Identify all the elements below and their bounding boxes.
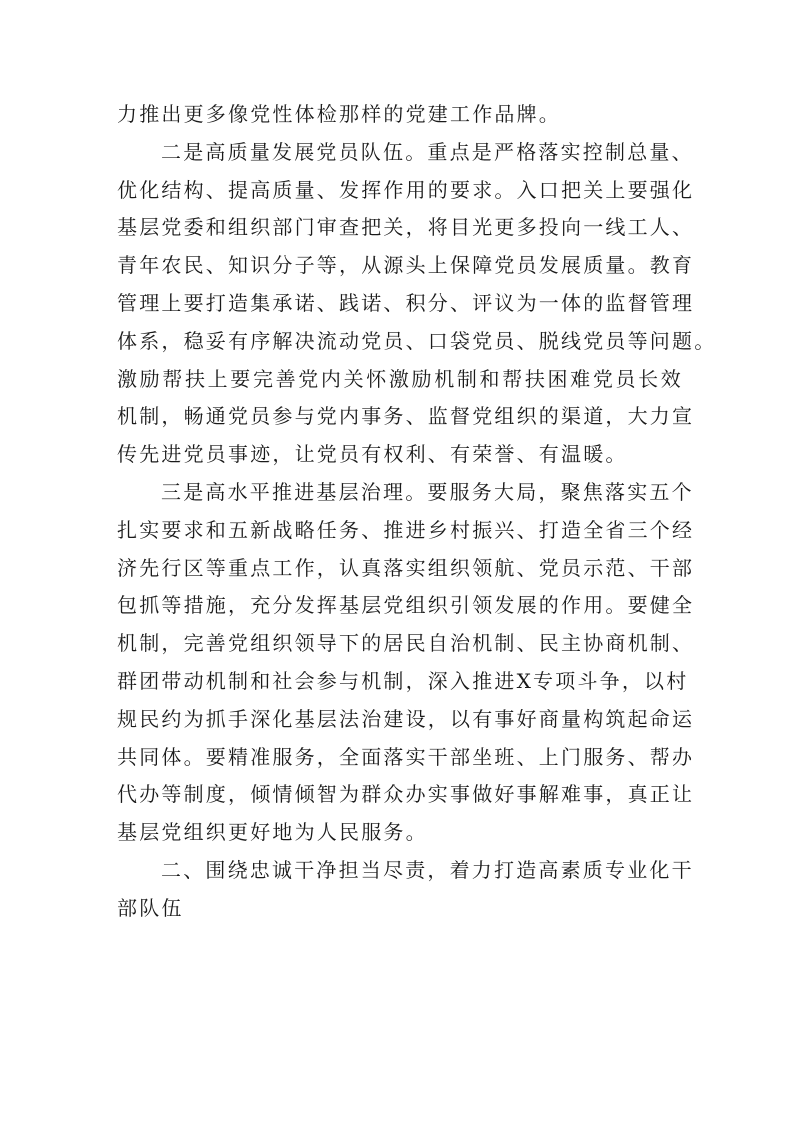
paragraph-line: 基层党组织更好地为人民服务。 [117,820,428,845]
paragraph-line: 基层党委和组织部门审查把关，将目光更多投向一线工人、 [117,215,695,240]
paragraph-line: 传先进党员事迹，让党员有权利、有荣誉、有温暖。 [117,442,628,467]
section-heading-line: 二、围绕忠诚干净担当尽责，着力打造高素质专业化干 [161,857,694,882]
paragraph-line: 包抓等措施，充分发挥基层党组织引领发展的作用。要健全 [117,593,695,618]
paragraph-line: 机制，完善党组织领导下的居民自治机制、民主协商机制、 [117,631,695,656]
paragraph-line: 济先行区等重点工作，认真落实组织领航、党员示范、干部 [117,555,695,580]
paragraph-line: 三是高水平推进基层治理。要服务大局，聚焦落实五个 [161,479,694,504]
paragraph-line: 力推出更多像党性体检那样的党建工作品牌。 [117,102,561,126]
paragraph-line: 体系，稳妥有序解决流动党员、口袋党员、脱线党员等问题。 [117,328,717,353]
paragraph-line: 二是高质量发展党员队伍。重点是严格落实控制总量、 [161,139,694,164]
paragraph-line: 优化结构、提高质量、发挥作用的要求。入口把关上要强化 [117,177,695,202]
paragraph-line: 群团带动机制和社会参与机制，深入推进X专项斗争，以村 [117,668,689,693]
paragraph-line: 管理上要打造集承诺、践诺、积分、评议为一体的监督管理 [117,290,695,315]
section-heading-line: 部队伍 [117,895,184,920]
document-body [117,96,717,928]
paragraph-line: 激励帮扶上要完善党内关怀激励机制和帮扶困难党员长效 [117,366,683,391]
paragraph-line: 扎实要求和五新战略任务、推进乡村振兴、打造全省三个经 [117,517,695,542]
paragraph-line: 共同体。要精准服务，全面落实干部坐班、上门服务、帮办 [117,744,695,769]
paragraph-line: 青年农民、知识分子等，从源头上保障党员发展质量。教育 [117,253,695,278]
paragraph-line: 代办等制度，倾情倾智为群众办实事做好事解难事，真正让 [117,782,695,807]
paragraph-line: 机制，畅通党员参与党内事务、监督党组织的渠道，大力宣 [117,404,695,429]
paragraph-line: 规民约为抓手深化基层法治建设，以有事好商量构筑起命运 [117,706,695,731]
